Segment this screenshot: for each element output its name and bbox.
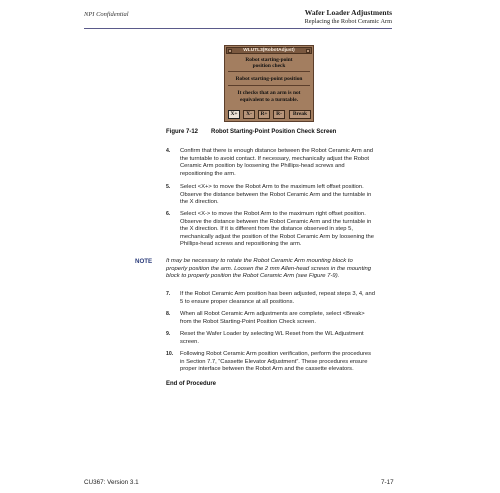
figure-number: Figure 7-12 [166, 129, 199, 135]
step-line: When all Robot Ceramic Arm adjustments are complete, select <Break> [180, 311, 365, 317]
step-number: 8. [166, 311, 171, 317]
step-text [180, 291, 394, 306]
footer-version: CU367: Version 3.1 [84, 479, 139, 486]
x-minus-button[interactable]: X- [243, 110, 255, 119]
window-message-line2: equivalent to a turntable. [239, 97, 299, 103]
step-line: Following Robot Ceramic Arm position verification, perform the procedures [180, 351, 372, 357]
note-line: block to properly position the Robot Ceramic Arm (see Figure 7-9). [166, 273, 340, 280]
note-label: NOTE [135, 258, 153, 265]
step-line: Ceramic Arm position by loosening the Phillips-head screws and [180, 163, 345, 169]
step-line: in Section 7.7, “Cassette Elevator Adjustment”. These procedures ensure [180, 358, 368, 365]
step-text [180, 184, 394, 207]
step-text [180, 311, 394, 326]
step-line: the X direction. If it is different from the distance observed in step 5, [180, 226, 353, 232]
window-divider [228, 71, 310, 72]
page-number: 7-17 [381, 479, 394, 486]
step-line: Select <X+> to move the Robot Arm to the maximum left offset position. [180, 184, 364, 190]
window-menu-icon[interactable] [228, 49, 232, 53]
window-heading-line2: position check [252, 63, 286, 69]
step-line: Observe the distance between the Robot Ceramic Arm and the turntable in [180, 218, 372, 225]
note-text [166, 258, 396, 281]
header-rule [84, 28, 392, 29]
step-number: 5. [166, 184, 171, 190]
step-line: Reset the Wafer Loader by selecting WL Reset from the WL Adjustment [180, 331, 364, 337]
step-line: repositioning the arm. [180, 170, 236, 177]
step-line: the turntable to avoid contact. If necessary, mechanically adjust the Robot [180, 155, 370, 162]
robot-adjust-window [224, 45, 314, 122]
header-subtitle: Replacing the Robot Ceramic Arm [304, 18, 392, 25]
step-number: 6. [166, 211, 171, 217]
step-number: 9. [166, 331, 171, 337]
figure-caption [166, 129, 336, 135]
window-message-line1: It checks that an arm is not [237, 90, 301, 96]
step-line: Phillips-head screws and repositioning the arm. [180, 241, 302, 247]
step-line: 5 to ensure proper clearance at all positions. [180, 298, 295, 305]
running-header [305, 8, 392, 26]
note-line: It may be necessary to rotate the Robot Ceramic Arm mounting block to [166, 258, 353, 264]
end-of-procedure: End of Procedure [166, 381, 217, 387]
window-maximize-icon[interactable] [306, 49, 310, 53]
r-minus-button[interactable]: R- [273, 110, 285, 119]
step-number: 10. [166, 351, 174, 357]
step-text [180, 351, 394, 374]
step-line: proper interface between the Robot Arm and the cassette elevators. [180, 366, 354, 372]
step-text [180, 331, 394, 346]
step-line: If the Robot Ceramic Arm position has been adjusted, repeat steps 3, 4, and [180, 291, 375, 297]
step-line: the X direction. [180, 199, 219, 205]
header-confidential: NPI Confidential [84, 11, 129, 18]
step-line: Observe the distance between the Robot Ceramic Arm and the turntable in [180, 191, 372, 198]
header-title: Wafer Loader Adjustments [304, 8, 392, 17]
note-line: properly position the arm. Loosen the 2 mm Allen-head screws in the mounting [166, 265, 372, 272]
step-line: Select <X-> to move the Robot Arm to the maximum right offset position. [180, 211, 366, 217]
window-title: WLUTL3(RobotAdjust) [243, 48, 295, 53]
step-line: Confirm that there is enough distance between the Robot Ceramic Arm and [180, 148, 374, 154]
step-line: screen. [180, 338, 200, 345]
break-button[interactable]: Break [289, 110, 311, 119]
step-line: from the Robot Starting-Point Position Check screen. [180, 318, 316, 325]
window-status-label: Robot starting-point position [235, 76, 303, 82]
window-titlebar [226, 47, 312, 54]
step-line: mechanically adjust the position of the Robot Ceramic Arm by loosening the [180, 233, 374, 240]
step-number: 7. [166, 291, 171, 297]
r-plus-button[interactable]: R+ [258, 110, 270, 119]
x-plus-button[interactable]: X+ [228, 110, 240, 119]
step-number: 4. [166, 148, 171, 154]
window-heading-line1: Robot starting-point [245, 57, 293, 63]
step-text [180, 211, 394, 249]
figure-title: Robot Starting-Point Position Check Screen [211, 129, 337, 135]
step-text [180, 148, 394, 178]
window-divider [228, 85, 310, 86]
